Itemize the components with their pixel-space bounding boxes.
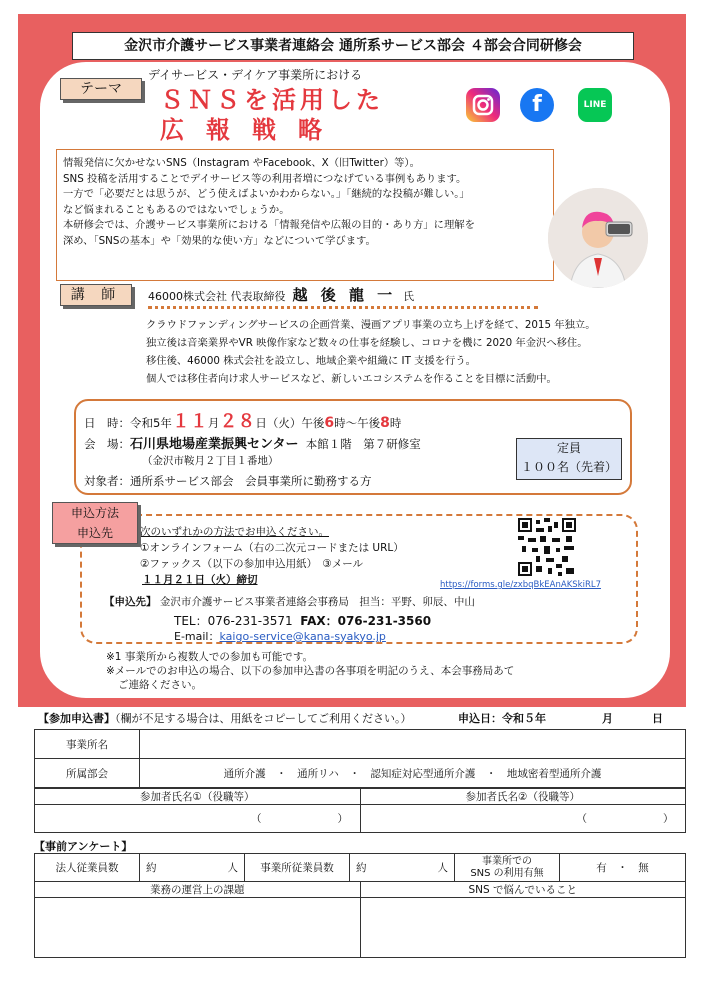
form-title: 【参加申込書】 <box>38 712 115 725</box>
persons-unit: 人 <box>437 862 448 874</box>
bio-line: クラウドファンディングサービスの企画営業、漫画アプリ事業の立ち上げを経て、2015 年独立。 <box>146 319 596 331</box>
apply-tag-line2: 申込先 <box>76 526 113 540</box>
participant2-field[interactable] <box>360 805 686 833</box>
flyer-header: 金沢市介護サービス事業者連絡会 通所系サービス部会 ４部会合同研修会 <box>72 32 634 60</box>
weekday: （火）午後 <box>266 416 325 430</box>
theme-subtitle: デイサービス・デイケア事業所における <box>148 68 363 82</box>
participant2-label: 参加者氏名②（役職等） <box>360 789 686 805</box>
dest-text: 金沢市介護サービス事業者連絡会事務局 担当：平野、卯辰、中山 <box>159 596 475 608</box>
dest-label: 【申込先】 <box>104 596 157 608</box>
lecturer-bio <box>146 316 656 388</box>
qr-code-icon[interactable] <box>518 518 576 576</box>
bio-line: 移住後、46000 株式会社を設立し、地域企業や組織に IT 支援を行う。 <box>146 355 476 367</box>
theme-tag: テーマ <box>60 78 142 100</box>
form-note: （欄が不足する場合は、用紙をコピーしてご利用ください。） <box>115 712 412 725</box>
capacity-value: １００名（先着） <box>520 460 617 474</box>
theme-title-line1: ＳＮＳを活用した <box>160 86 384 114</box>
intro-box <box>56 149 554 281</box>
intro-line: 深め、「SNSの基本」や「効果的な使い方」などについて学びます。 <box>63 234 376 247</box>
apply-tag <box>52 502 138 544</box>
email-label: E-mail： <box>174 630 220 643</box>
apply-option-fax-mail: ②ファックス（以下の参加申込用紙） ③メール <box>140 558 364 570</box>
lecturer-honorific: 氏 <box>403 290 415 303</box>
event-venue <box>84 433 421 452</box>
month: １１ <box>171 411 208 432</box>
era: 令和5年 <box>130 416 172 430</box>
sns-issues-label: SNS で悩んでいること <box>360 882 686 898</box>
apply-option-online: ①オンラインフォーム（右の二次元コードまたは URL） <box>140 542 404 554</box>
intro-line: 情報発信に欠かせないSNS（Instagram やFacebook、X（旧Twitter）等）。 <box>63 157 420 169</box>
lecturer-name: 越 後 龍 一 <box>292 286 397 304</box>
target-label: 対象者： <box>84 474 130 488</box>
office-staff-label: 事業所従業員数 <box>245 854 350 882</box>
form-heading <box>38 710 688 726</box>
email-link[interactable]: kaigo-service@kana-syakyo.jp <box>219 630 386 643</box>
day: ２８ <box>219 411 256 432</box>
office-staff-field[interactable] <box>350 854 455 882</box>
form-date-label: 申込日：令和５年 <box>458 712 546 725</box>
apply-email <box>174 628 386 644</box>
target-text: 通所系サービス部会 会員事業所に勤務する方 <box>130 474 372 488</box>
start-hour: 6 <box>324 415 335 431</box>
sns-use-choice[interactable]: 有 ・ 無 <box>560 854 686 882</box>
intro-line: 一方で「必要だとは思うが、どう使えばよいかわからない。」「継続的な投稿が難しい。」 <box>63 188 470 200</box>
paren-open: （ <box>251 813 262 825</box>
office-label: 事業所名 <box>35 730 140 759</box>
date-label: 日 時： <box>84 416 130 430</box>
bio-line: 個人では移住者向け求人サービスなど、新しいエコシステムを作ることを目標に活動中。 <box>146 373 557 385</box>
division-options[interactable]: 通所介護 ・ 通所リハ ・ 認知症対応型通所介護 ・ 地域密着型通所介護 <box>140 759 686 788</box>
facebook-icon: f <box>520 88 554 122</box>
day-unit: 日 <box>255 416 267 430</box>
note-line: ご連絡ください。 <box>118 679 202 691</box>
operation-issues-field[interactable] <box>35 898 361 958</box>
lecturer-tag: 講 師 <box>60 284 132 306</box>
survey-table <box>34 853 686 882</box>
sns-use-line1: 事業所での <box>482 855 532 867</box>
instagram-icon <box>466 88 500 122</box>
paren-open: （ <box>576 813 587 825</box>
approx: 約 <box>356 862 367 874</box>
time-mid: 時～午後 <box>334 416 381 430</box>
event-target <box>84 473 372 489</box>
lecturer-name-line <box>148 284 538 309</box>
paren-close: ） <box>337 813 348 825</box>
issues-table <box>34 881 686 958</box>
apply-destination <box>104 594 475 609</box>
form-day: 日 <box>652 712 663 725</box>
form-url[interactable]: https://forms.gle/zxbqBkEAnAKSkiRL7 <box>440 580 601 590</box>
tel: TEL：076-231-3571 <box>174 614 293 628</box>
persons-unit: 人 <box>227 862 238 874</box>
sns-use-label <box>455 854 560 882</box>
note-line: ※1 事業所から複数人での参加も可能です。 <box>106 651 313 663</box>
lecturer-company: 46000株式会社 代表取締役 <box>148 290 286 303</box>
theme-title-line2: 広報戦略 <box>160 116 344 144</box>
venue-room: 本館１階 第７研修室 <box>305 437 421 451</box>
corp-staff-field[interactable] <box>140 854 245 882</box>
form-month: 月 <box>602 712 613 725</box>
office-name-field[interactable] <box>140 730 686 759</box>
application-table <box>34 729 686 788</box>
apply-phone <box>174 612 431 629</box>
participants-table <box>34 788 686 833</box>
participant1-field[interactable] <box>35 805 361 833</box>
sns-issues-field[interactable] <box>360 898 686 958</box>
approx: 約 <box>146 862 157 874</box>
participant1-label: 参加者氏名①（役職等） <box>35 789 361 805</box>
lecturer-photo <box>548 188 648 288</box>
intro-line: SNS 投稿を活用することでデイサービス等の利用者増につなげている事例もあります。 <box>63 172 467 185</box>
apply-deadline: １１月２１日（火）締切 <box>142 574 258 586</box>
end-unit: 時 <box>389 416 402 430</box>
bio-line: 独立後は音楽業界やVR 映像作家など数々の仕事を経験し、コロナを機に 2020 年金沢へ移住。 <box>146 337 588 349</box>
intro-line: 本研修会では、介護サービス事業所における「情報発信や広報の目的・あり方」に理解を <box>63 219 475 231</box>
note-line: ※メールでのお申込の場合、以下の参加申込書の各事項を明記のうえ、本会事務局あて <box>106 665 515 677</box>
capacity-label: 定員 <box>556 441 581 455</box>
apply-intro: 次のいずれかの方法でお申込ください。 <box>140 526 329 538</box>
fax: FAX：076-231-3560 <box>300 614 432 628</box>
intro-line: など悩まれることもあるのではないでしょうか。 <box>63 203 290 216</box>
line-icon: LINE <box>578 88 612 122</box>
venue-label: 会 場： <box>84 437 130 451</box>
venue-address: （金沢市鞍月２丁目１番地） <box>142 455 279 467</box>
survey-heading: 【事前アンケート】 <box>34 840 133 853</box>
venue-name: 石川県地場産業振興センター <box>130 437 299 452</box>
event-date <box>84 407 401 433</box>
division-label: 所属部会 <box>35 759 140 788</box>
paren-close: ） <box>663 813 674 825</box>
month-unit: 月 <box>207 416 220 430</box>
apply-tag-line1: 申込方法 <box>70 506 119 520</box>
end-hour: 8 <box>380 415 390 431</box>
operation-issues-label: 業務の運営上の課題 <box>35 882 361 898</box>
capacity-box <box>516 438 622 480</box>
sns-use-line2: SNS の利用有無 <box>470 867 544 879</box>
corp-staff-label: 法人従業員数 <box>35 854 140 882</box>
